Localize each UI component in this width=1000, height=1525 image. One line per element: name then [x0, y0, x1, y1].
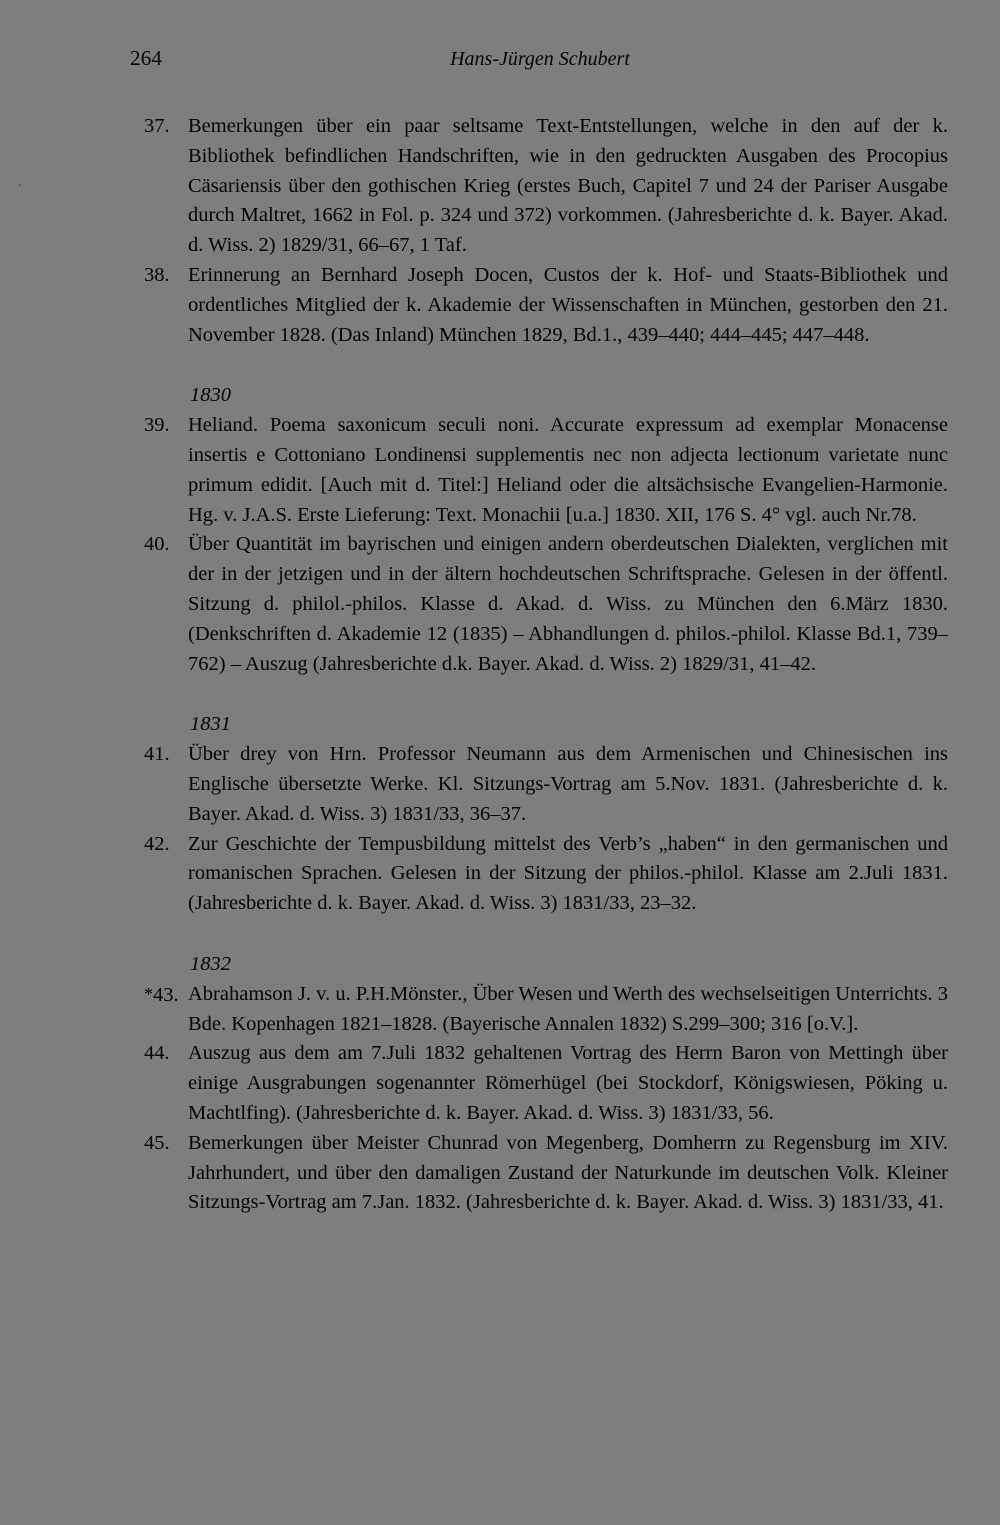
entry-text: Zur Geschichte der Tempusbildung mittelst des Verb’s „haben“ in den germanischen und romanischen Sprachen. Gelesen in der Sitzung der philos.-philol. Klasse am 2.Juli 1831. (Jahresberichte d. k. Bayer. Akad. d. Wiss. 3) 1831/33, 23–32.: [188, 832, 948, 915]
year-heading-1830: 1830: [190, 384, 231, 407]
running-head: Hans-Jürgen Schubert: [450, 48, 630, 70]
entry-text: Heliand. Poema saxonicum seculi noni. Accurate expressum ad exemplar Monacense insertis e Cottoniano Londinensi supplementis nec non adjecta lectionum varietate nunc primum edidit. [Auch mit d. Titel:] Heliand oder die altsächsische Evangelien-Harmonie. Hg. v. J.A.S. Erste Lieferung: Text. Monachii [u.a.] 1830. XII, 176 S. 4° vgl. auch Nr.78.: [188, 414, 948, 526]
entry-number: 44.: [144, 1042, 170, 1065]
entry-number: 38.: [144, 263, 170, 286]
bibliography-entry-43: [144, 980, 948, 1040]
entry-text: Bemerkungen über Meister Chunrad von Megenberg, Domherrn zu Regensburg im XIV. Jahrhundert, und über den damaligen Zustand der Naturkunde im deutschen Volk. Kleiner Sitzungs-Vortrag am 7.Jan. 1832. (Jahresberichte d. k. Bayer. Akad. d. Wiss. 3) 1831/33, 41.: [188, 1131, 948, 1214]
entry-number: 41.: [144, 743, 170, 766]
entry-number: 42.: [144, 832, 170, 855]
entry-text: Erinnerung an Bernhard Joseph Docen, Custos der k. Hof- und Staats-Bibliothek und ordentliches Mitglied der k. Akademie der Wissenschaften in München, gestorben den 21. November 1828. (Das Inland) München 1829, Bd.1., 439–440; 444–445; 447–448.: [188, 263, 948, 346]
entry-number: [144, 980, 184, 1011]
entry-text: Über drey von Hrn. Professor Neumann aus dem Armenischen und Chinesischen ins Englische übersetzte Werke. Kl. Sitzungs-Vortrag am 5.Nov. 1831. (Jahresberichte d. k. Bayer. Akad. d. Wiss. 3) 1831/33, 36–37.: [188, 743, 948, 825]
entry-text: Auszug aus dem am 7.Juli 1832 gehaltenen Vortrag des Herrn Baron von Mettingh über einige Ausgrabungen sogenannter Römerhügel (bei Stockdorf, Königswiesen, Pöking u. Machtlfing). (Jahresberichte d. k. Bayer. Akad. d. Wiss. 3) 1831/33, 56.: [188, 1042, 948, 1124]
entry-text: Bemerkungen über ein paar seltsame Text-Entstellungen, welche in den auf der k. Bibliothek befindlichen Handschriften, wie in den gedruckten Ausgaben des Procopius Cäsariensis über den gothischen Krieg (erstes Buch, Capitel 7 und 24 der Pariser Ausgabe durch Maltret, 1662 in Fol. p. 324 und 372) vorkommen. (Jahresberichte d. k. Bayer. Akad. d. Wiss. 2) 1829/31, 66–67, 1 Taf.: [188, 115, 948, 257]
bibliography-entry-42: [144, 830, 948, 919]
entry-number: 39.: [144, 414, 170, 437]
year-heading-1831: 1831: [190, 713, 231, 736]
entry-number: 40.: [144, 533, 170, 556]
entry-text: Über Quantität im bayrischen und einigen andern oberdeutschen Dialekten, verglichen mit der in der jetzigen und in der ältern hochdeutschen Schriftsprache. Gelesen in der öffentl. Sitzung d. philol.-philos. Klasse d. Akad. d. Wiss. zu München den 6.März 1830. (Denkschriften d. Akademie 12 (1835) – Abhandlungen d. philos.-philol. Klasse Bd.1, 739–762) – Auszug (Jahresberichte d.k. Bayer. Akad. d. Wiss. 2) 1829/31, 41–42.: [188, 533, 948, 675]
entry-text: Abrahamson J. v. u. P.H.Mönster., Über Wesen und Werth des wechselseitigen Unterrichts. 3 Bde. Kopenhagen 1821–1828. (Bayerische Annalen 1832) S.299–300; 316 [o.V.].: [188, 982, 948, 1035]
stray-mark: `: [18, 184, 22, 195]
entry-number-value: 43.: [153, 983, 179, 1006]
bibliography-entry-40: [144, 530, 948, 679]
bibliography-list: [144, 112, 948, 1218]
bibliography-entry-38: [144, 261, 948, 350]
bibliography-entry-45: [144, 1129, 948, 1218]
page-number: 264: [130, 46, 163, 70]
bibliography-entry-39: [144, 411, 948, 530]
bibliography-entry-37: [144, 112, 948, 261]
bibliography-entry-41: [144, 740, 948, 829]
year-heading-1832: 1832: [190, 952, 231, 975]
entry-number: 37.: [144, 115, 170, 137]
entry-number: 45.: [144, 1131, 170, 1154]
bibliography-entry-44: [144, 1039, 948, 1128]
star-mark: *: [144, 983, 153, 1004]
